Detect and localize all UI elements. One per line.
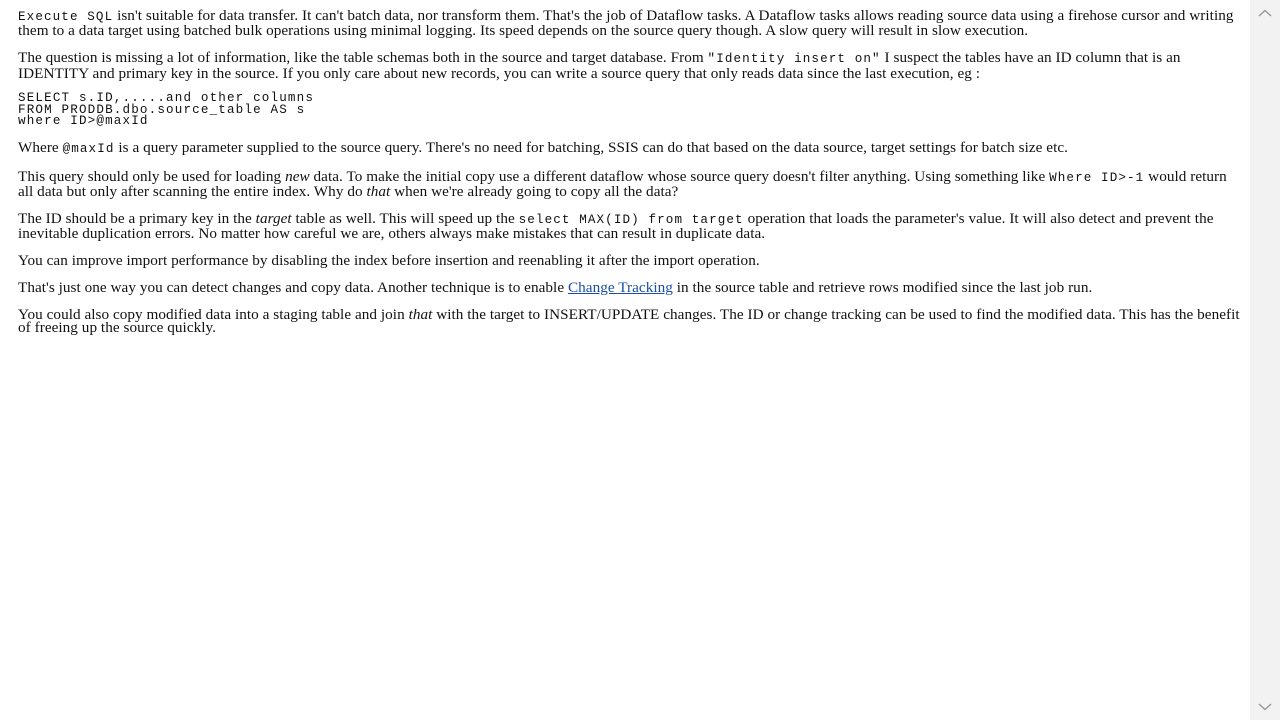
paragraph-text: operation that loads the parameter's value. It will also detect and prevent the inevitable duplication errors. No matter how careful we are, others always make mistakes that can result in duplicate data. <box>18 210 1214 243</box>
inline-code-where-id: Where ID>-1 <box>1049 170 1145 185</box>
inline-code-identity-insert: "Identity insert on" <box>707 52 881 67</box>
change-tracking-link[interactable]: Change Tracking <box>567 279 673 297</box>
inline-code-maxid: @maxId <box>62 142 115 157</box>
vertical-scrollbar[interactable] <box>1250 0 1280 720</box>
code-line: SELECT s.ID,.....and other columns <box>18 91 315 106</box>
paragraph-index <box>18 252 1240 270</box>
paragraph-missing-info <box>18 51 1240 80</box>
paragraph-change-tracking <box>18 279 1240 297</box>
code-line: where ID>@maxId <box>18 114 149 129</box>
paragraph-text: That's just one way you can detect changes and copy data. Another technique is to enable <box>18 279 568 297</box>
paragraph-text: I suspect the tables have an ID column that is an IDENTITY and primary key in the source. If you only care about new records, you can write a source query that only reads data since the last execution, eg : <box>18 49 1181 82</box>
scroll-down-button[interactable] <box>1250 698 1280 716</box>
emphasis-new: new <box>285 167 310 185</box>
answer-body <box>18 9 1240 348</box>
emphasis-that: that <box>366 183 391 201</box>
paragraph-text: would return all data but only after scanning the entire index. Why do <box>18 167 1227 201</box>
sql-code-block <box>18 93 1240 127</box>
paragraph-text: when we're already going to copy all the data? <box>390 183 679 201</box>
paragraph-staging <box>18 305 1240 337</box>
emphasis-target: target <box>255 210 292 228</box>
paragraph-maxid <box>18 141 1240 156</box>
paragraph-text: You could also copy modified data into a staging table and join <box>18 305 409 323</box>
chevron-up-icon <box>1258 9 1272 17</box>
paragraph-text: in the source table and retrieve rows modified since the last job run. <box>672 279 1093 297</box>
paragraph-text: Where <box>18 139 63 157</box>
inline-code-select-max: select MAX(ID) from target <box>518 213 744 228</box>
paragraph-text: The ID should be a primary key in the <box>18 210 256 228</box>
chevron-down-icon <box>1258 703 1272 711</box>
paragraph-new-data <box>18 167 1240 201</box>
scroll-up-button[interactable] <box>1250 4 1280 22</box>
emphasis-that: that <box>408 305 433 323</box>
paragraph-text: data. To make the initial copy use a different dataflow whose source query doesn't filter anything. Using something like <box>309 167 1050 185</box>
paragraph-text: This query should only be used for loading <box>18 167 286 185</box>
paragraph-text: is a query parameter supplied to the source query. There's no need for batching, SSIS can do that based on the data source, target settings for batch size etc. <box>114 139 1068 157</box>
code-line: FROM PRODDB.dbo.source_table AS s <box>18 102 306 117</box>
paragraph-text: table as well. This will speed up the <box>291 210 519 228</box>
paragraph-dataflow <box>18 9 1240 38</box>
inline-code-execute-sql: Execute SQL <box>18 10 114 24</box>
paragraph-text: isn't suitable for data transfer. It can't batch data, nor transform them. That's the job of Dataflow tasks. A Dataflow tasks allows reading source data using a firehose cursor and writing them to a data target using batched bulk operations using minimal logging. Its speed depends on the source query though. A slow query will result in slow execution. <box>18 7 1234 40</box>
paragraph-text: The question is missing a lot of information, like the table schemas both in the source and target database. From <box>18 49 708 67</box>
paragraph-primary-key <box>18 212 1240 241</box>
paragraph-text: You can improve import performance by disabling the index before insertion and reenabling it after the import operation. <box>18 252 760 270</box>
paragraph-text: with the target to INSERT/UPDATE changes. The ID or change tracking can be used to find the modified data. This has the benefit of freeing up the source quickly. <box>18 305 1240 337</box>
